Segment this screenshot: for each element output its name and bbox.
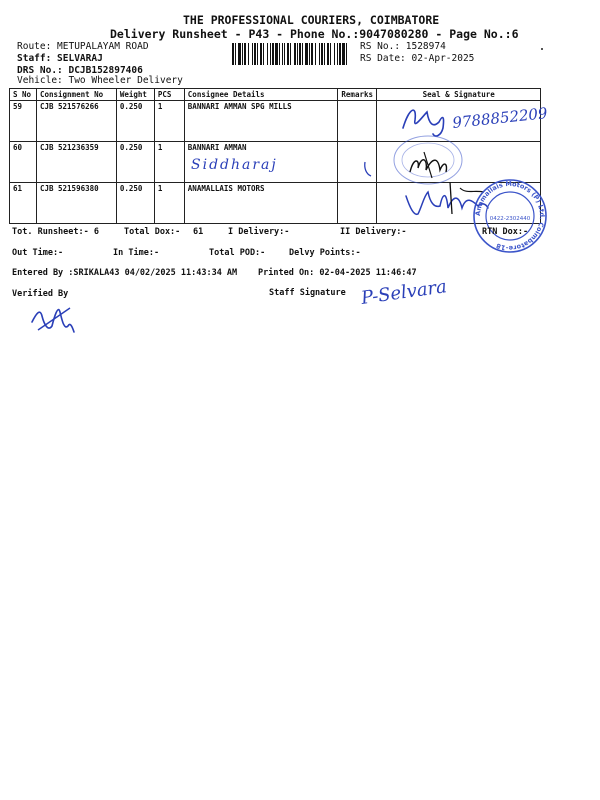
barcode-bar [287, 43, 289, 65]
cell-sno: 60 [10, 142, 37, 183]
cell-consignee: BANNARI AMMAN SPG MILLS [184, 101, 338, 142]
col-header-pcs: PCS [154, 89, 184, 101]
barcode-bar [279, 43, 280, 65]
cell-sno: 59 [10, 101, 37, 142]
barcode-bar [248, 43, 249, 65]
barcode-bar [315, 43, 316, 65]
barcode-bar [299, 43, 301, 65]
remarks-tick-row2 [362, 160, 374, 178]
out-time: Out Time:- [12, 248, 64, 258]
barcode-bar [309, 43, 310, 65]
barcode-bar [342, 43, 345, 65]
barcode-bar [260, 43, 262, 65]
barcode-bar [267, 43, 268, 65]
in-time: In Time:- [113, 248, 160, 258]
vehicle-label: Vehicle: Two Wheeler Delivery [17, 75, 183, 86]
stamp-ring-text: Anamallais Motors (P) Ltd. Coimbatore-18 [473, 179, 547, 253]
barcode-bar [284, 43, 285, 65]
total-dox-value: 61 [193, 227, 204, 237]
barcode-bar [244, 43, 246, 65]
cell-pcs: 1 [154, 142, 184, 183]
barcode-bar [238, 43, 241, 65]
barcode-bar [252, 43, 253, 65]
cell-weight: 0.250 [116, 142, 154, 183]
barcode-bar [330, 43, 331, 65]
route-label: Route: METUPALAYAM ROAD [17, 41, 149, 52]
rtn-dox: RTN Dox:- [482, 227, 529, 237]
stamp-pin-text: 0422-2302440 [489, 216, 531, 222]
drs-label: DRS No.: DCJB152897406 [17, 65, 143, 76]
col-header-seal: Seal & Signature [377, 89, 541, 101]
col-header-sno: S No [10, 89, 37, 101]
verified-signature [28, 296, 78, 338]
col-header-consignee: Consignee Details [184, 89, 338, 101]
delvy-points: Delvy Points:- [289, 248, 361, 258]
verified-by: Verified By [12, 289, 69, 299]
company-stamp [470, 176, 550, 256]
handwriting-row2-name [189, 152, 299, 176]
col-header-weight: Weight [116, 89, 154, 101]
barcode-bar [254, 43, 256, 65]
barcode-bar [324, 43, 325, 65]
staff-signature [358, 276, 478, 316]
barcode-bar [272, 43, 274, 65]
barcode-bar [242, 43, 243, 65]
barcode-bar [302, 43, 303, 65]
total-pod: Total POD:- [209, 248, 266, 258]
signature-row1-phone: 9788852209 [451, 104, 549, 132]
printed-on: Printed On: 02-04-2025 11:46:47 [258, 268, 417, 278]
tot-runsheet: Tot. Runsheet:- 6 [12, 227, 99, 237]
staff-signature-label: Staff Signature [269, 288, 346, 298]
barcode-bar [257, 43, 258, 65]
barcode-bar [339, 43, 341, 65]
cell-pcs: 1 [154, 183, 184, 224]
cell-remarks [338, 101, 377, 142]
barcode-bar [294, 43, 296, 65]
barcode-bar [321, 43, 323, 65]
cell-consignment: CJB 521596380 [36, 183, 116, 224]
cell-consignment: CJB 521576266 [36, 101, 116, 142]
barcode-bar [311, 43, 313, 65]
cell-consignee: BANNARI AMMAN [184, 142, 338, 183]
barcode-bar [297, 43, 298, 65]
barcode-bar [319, 43, 320, 65]
col-header-remarks: Remarks [338, 89, 377, 101]
barcode-bar [327, 43, 329, 65]
rs-date: RS Date: 02-Apr-2025 [360, 53, 475, 64]
staff-signature-text: P-Selvara [359, 276, 449, 309]
barcode-bar [235, 43, 236, 65]
barcode-bar [290, 43, 291, 65]
barcode-bar [263, 43, 264, 65]
cell-consignment: CJB 521236359 [36, 142, 116, 183]
staff-label: Staff: SELVARAJ [17, 53, 103, 64]
speck [541, 48, 543, 50]
barcode-bar [232, 43, 234, 65]
barcode-bar [334, 43, 335, 65]
entered-by: Entered By :SRIKALA43 04/02/2025 11:43:34 AM [12, 268, 238, 278]
barcode-bar [275, 43, 278, 65]
rs-number: RS No.: 1528974 [360, 41, 446, 52]
barcode-bar [346, 43, 347, 65]
cell-weight: 0.250 [116, 101, 154, 142]
barcode-bar [337, 43, 338, 65]
company-title: THE PROFESSIONAL COURIERS, COIMBATORE [183, 13, 440, 27]
barcode-bar [270, 43, 271, 65]
i-delivery: I Delivery:- [228, 227, 290, 237]
col-header-consignment: Consignment No [36, 89, 116, 101]
handwriting-row2-text: Siddharaj [191, 157, 278, 173]
total-dox-label: Total Dox:- [124, 227, 181, 237]
barcode-bar [305, 43, 308, 65]
cell-weight: 0.250 [116, 183, 154, 224]
ii-delivery: II Delivery:- [340, 227, 407, 237]
cell-consignee: ANAMALLAIS MOTORS [184, 183, 338, 224]
cell-sno: 61 [10, 183, 37, 224]
barcode-bar [282, 43, 283, 65]
barcode [231, 43, 351, 65]
cell-pcs: 1 [154, 101, 184, 142]
cell-remarks [338, 183, 377, 224]
runsheet-title: Delivery Runsheet - P43 - Phone No.:9047080280 - Page No.:6 [110, 27, 519, 41]
